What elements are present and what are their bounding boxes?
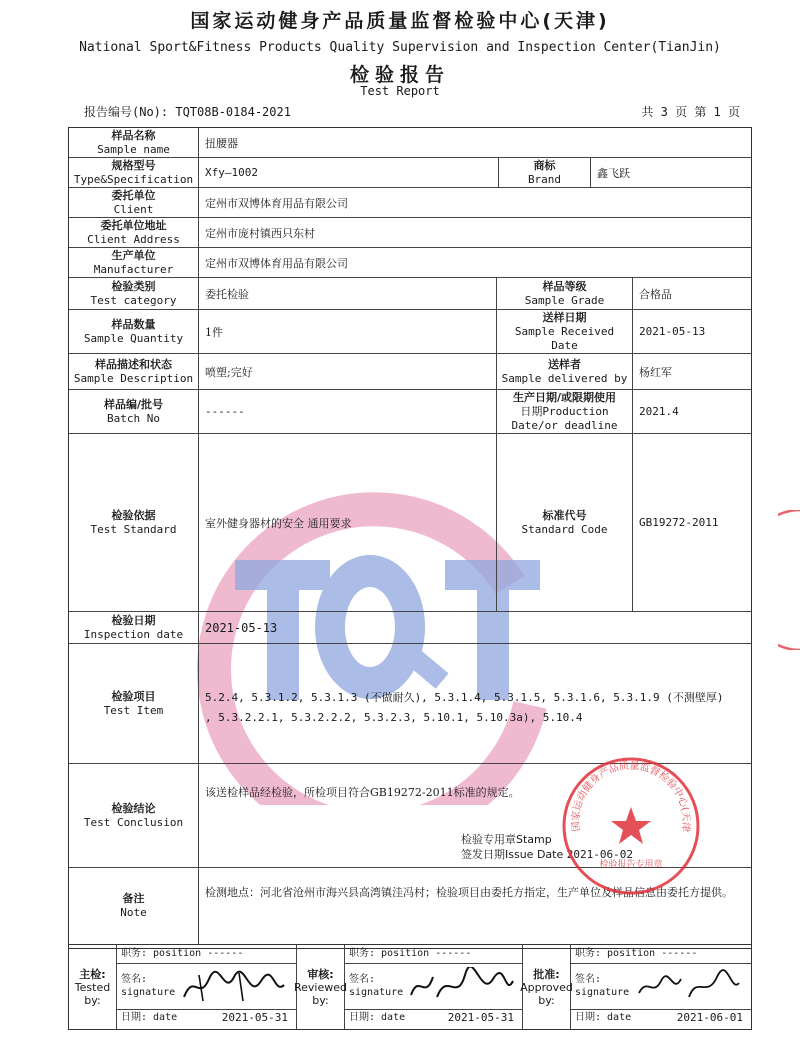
label-client-address: 委托单位地址 Client Address [69, 218, 199, 247]
issue-date-label: 签发日期Issue Date [461, 848, 564, 861]
value-sample-grade: 合格品 [639, 287, 672, 301]
label-sample-description: 样品描述和状态 Sample Description [69, 354, 199, 389]
label-sample-quantity: 样品数量 Sample Quantity [69, 310, 199, 353]
official-red-stamp [560, 755, 702, 897]
handwritten-signature [407, 967, 517, 1007]
date-field: 日期: date 2021-05-31 [349, 1011, 514, 1024]
value-sample-description: 喷塑;完好 [199, 354, 497, 389]
report-number: 报告编号(No): TQT08B-0184-2021 [84, 105, 291, 119]
test-item-line-1: 5.2.4, 5.3.1.2, 5.3.1.3 (不做耐久), 5.3.1.4, 5.3.1.5, 5.3.1.6, 5.3.1.9 (不测壁厚) [205, 691, 724, 704]
value-manufacturer: 定州市双博体育用品有限公司 [205, 256, 348, 270]
label-inspection-date: 检验日期 Inspection date [69, 612, 199, 643]
handwritten-signature [633, 967, 743, 1007]
value-client-address: 定州市庞村镇西只东村 [205, 226, 315, 240]
label-manufacturer: 生产单位 Manufacturer [69, 248, 199, 277]
stamp-subtext: 检验报告专用章 [599, 860, 663, 870]
row-client [69, 188, 751, 218]
test-item-line-2: , 5.3.2.2.1, 5.3.2.2.2, 5.3.2.3, 5.10.1, 5.10.3a), 5.10.4 [205, 711, 583, 724]
row-inspection-date [69, 612, 751, 644]
conclusion-text: 该送检样品经检验，所检项目符合GB19272-2011标准的规定。 [205, 786, 520, 799]
label-delivered-by: 送样者 Sample delivered by [497, 354, 633, 389]
label-sample-name: 样品名称 Sample name [69, 128, 199, 157]
row-batch-no [69, 390, 751, 434]
label-type-spec: 规格型号 Type&Specification [69, 158, 199, 187]
stamp-text: 国家运动健身产品质量监督检验中心(天津 [570, 760, 692, 833]
value-production-date: 2021.4 [639, 405, 679, 418]
value-sample-quantity: 1件 [199, 310, 497, 353]
value-batch-no: ------ [199, 390, 497, 433]
date-field: 日期: date 2021-06-01 [575, 1011, 743, 1024]
value-test-standard: 室外健身器材的安全 通用要求 [199, 434, 497, 611]
handwritten-signature [179, 967, 289, 1007]
value-received-date: 2021-05-13 [639, 325, 706, 338]
value-inspection-date: 2021-05-13 [205, 620, 278, 635]
label-sample-grade: 样品等级 Sample Grade [497, 278, 633, 309]
signature-tested-by: 主检: Tested by: 职务: position ------ 签名: signature 日期: date 2021-05-31 [69, 945, 297, 1029]
signature-field: 签名: signature [571, 963, 751, 1010]
report-title-en: Test Report [360, 84, 440, 98]
row-test-standard [69, 434, 751, 612]
row-test-category [69, 278, 751, 310]
issue-date-value: 2021-06-02 [566, 848, 633, 861]
label-note: 备注 Note [69, 868, 199, 944]
row-type-brand [69, 158, 751, 188]
label-production-date: 生产日期/或限期使用 日期Production Date/or deadline [497, 390, 633, 433]
value-brand: 鑫飞跃 [597, 166, 630, 180]
organization-name-cn: 国家运动健身产品质量监督检验中心(天津) [190, 10, 610, 32]
report-title-cn: 检验报告 [349, 64, 450, 86]
label-batch-no: 样品编/批号 Batch No [69, 390, 199, 433]
row-sample-quantity [69, 310, 751, 354]
organization-name-en: National Sport&Fitness Products Quality Supervision and Inspection Center(TianJin) [79, 40, 721, 55]
value-test-category: 委托检验 [199, 278, 497, 309]
label-test-item: 检验项目 Test Item [69, 644, 199, 763]
date-field: 日期: date 2021-05-31 [121, 1011, 288, 1024]
position-field: 职务: position ------ [345, 945, 522, 964]
position-field: 职务: position ------ [117, 945, 296, 964]
label-received-date: 送样日期 Sample Received Date [497, 310, 633, 353]
label-brand: 商标 Brand [499, 158, 591, 187]
value-note: 检测地点：河北省沧州市海兴县高湾镇洼冯村；检验项目由委托方指定，生产单位及样品信息由委托方提供。 [205, 886, 733, 899]
value-standard-code: GB19272-2011 [639, 516, 719, 529]
row-manufacturer [69, 248, 751, 278]
label-test-category: 检验类别 Test category [69, 278, 199, 309]
signature-field: 签名: signature [117, 963, 296, 1010]
signature-field: 签名: signature [345, 963, 522, 1010]
label-client: 委托单位 Client [69, 188, 199, 217]
row-sample-name [69, 128, 751, 158]
value-client: 定州市双博体育用品有限公司 [205, 196, 348, 210]
page-info: 共 3 页 第 1 页 [641, 105, 740, 119]
signature-strip [68, 944, 752, 1030]
value-test-item [199, 644, 751, 763]
seam-stamp-fragment [778, 510, 800, 650]
row-client-address [69, 218, 751, 248]
position-field: 职务: position ------ [571, 945, 751, 964]
label-test-standard: 检验依据 Test Standard [69, 434, 199, 611]
stamp-label: 检验专用章Stamp [461, 833, 552, 846]
label-standard-code: 标准代号 Standard Code [497, 434, 633, 611]
label-test-conclusion: 检验结论 Test Conclusion [69, 764, 199, 867]
row-sample-description [69, 354, 751, 390]
value-delivered-by: 杨红军 [639, 365, 672, 379]
row-test-item [69, 644, 751, 764]
signature-reviewed-by: 审核: Reviewed by: 职务: position ------ 签名: signature 日期: date 2021-05-31 [297, 945, 523, 1029]
signature-approved-by: 批准: Approved by: 职务: position ------ 签名: signature 日期: date 2021-06-01 [523, 945, 751, 1029]
star-icon [611, 807, 651, 844]
value-type-spec: Xfy—1002 [199, 158, 499, 187]
value-sample-name: 扭腰器 [205, 136, 238, 150]
